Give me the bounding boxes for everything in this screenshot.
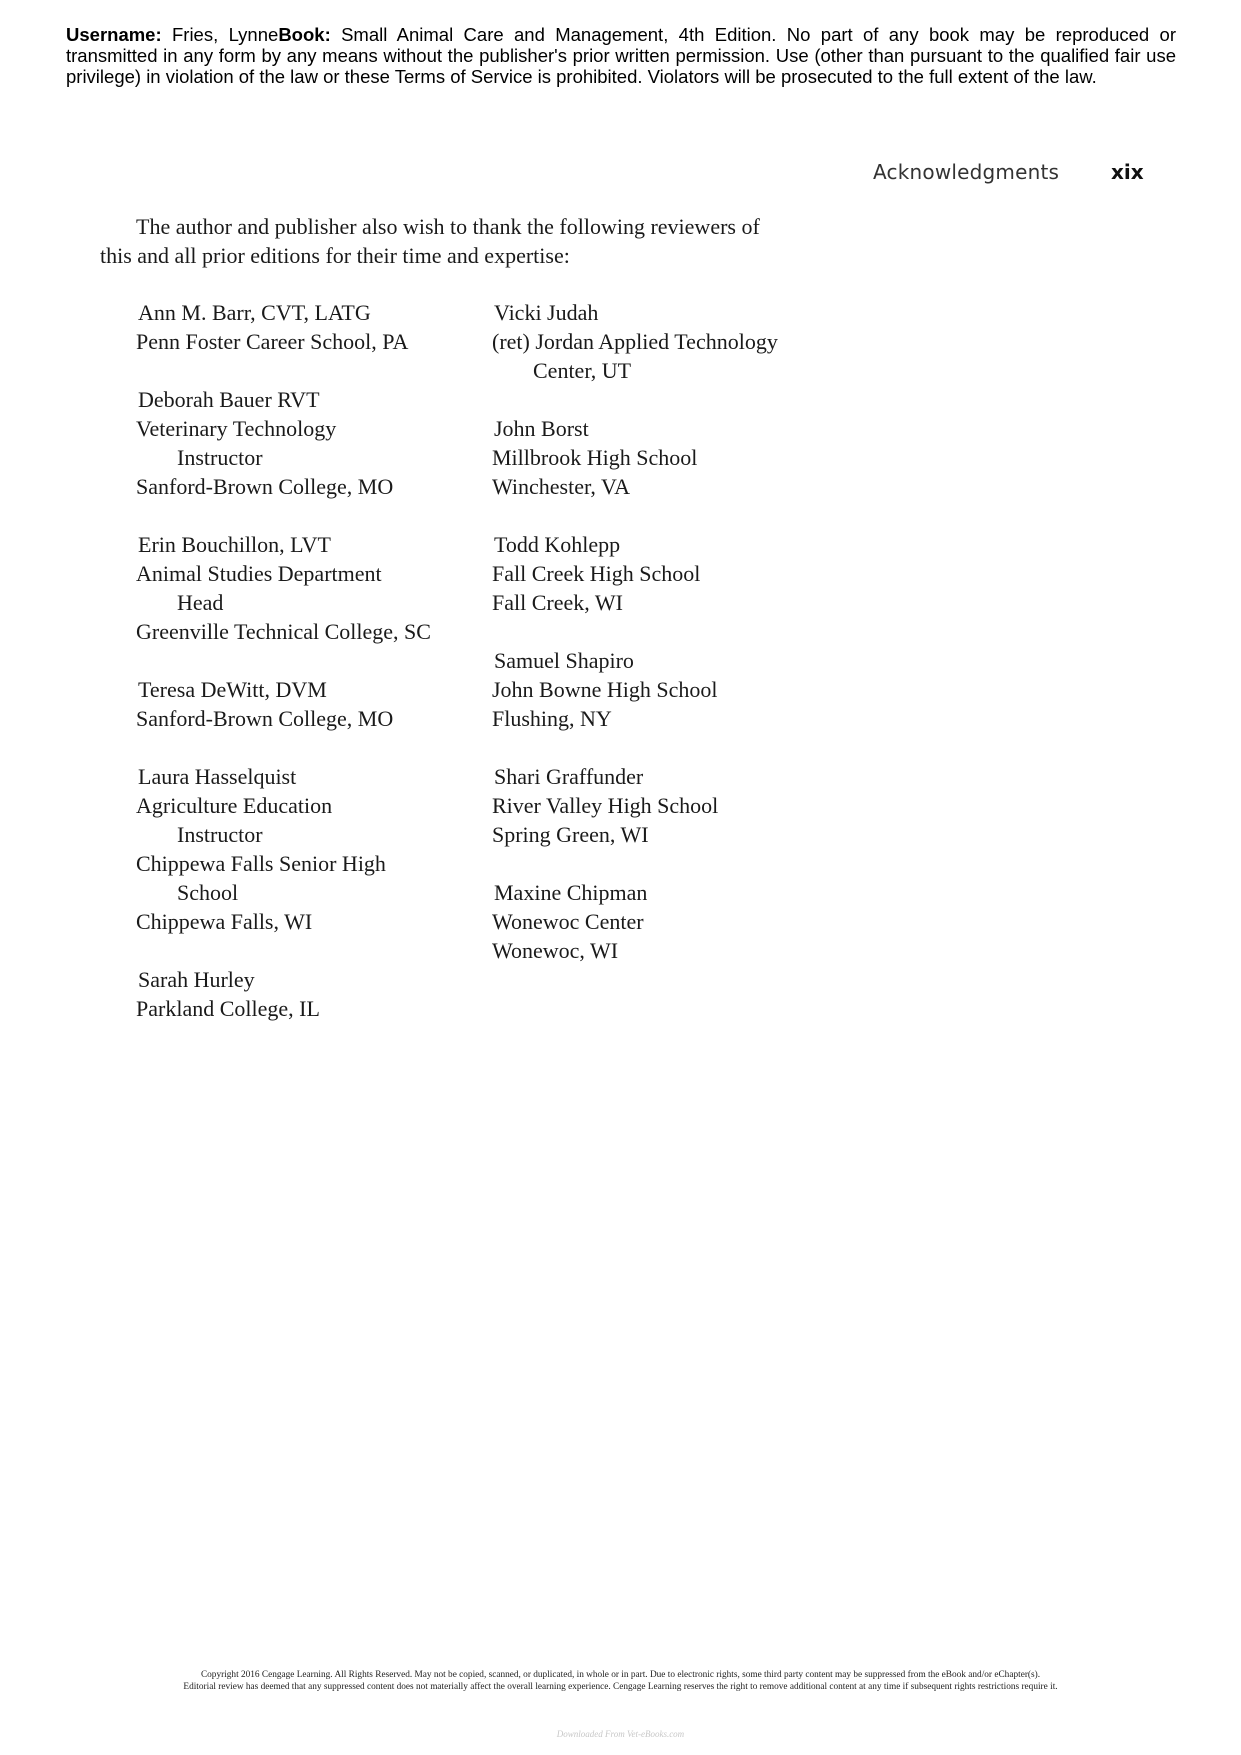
reviewer-affiliation: Sanford-Brown College, MO xyxy=(136,706,394,731)
terms-notice: Small Animal Care and Management, 4th Edition. No part of any book may be reproduced or transmitted in any form by any means without the publisher's prior written permission. Use (other than pursuant to the qualified fair use privilege) in violation of the law or these Terms of Service is prohibited. Violators will be prosecuted to the full extent of the law. xyxy=(66,24,1177,87)
reviewer-entry xyxy=(136,385,496,501)
reviewer-location: Winchester, VA xyxy=(492,474,630,499)
terms-banner xyxy=(66,24,1176,87)
reviewer-name: Deborah Bauer RVT xyxy=(138,387,320,412)
reviewer-location: Flushing, NY xyxy=(492,706,612,731)
reviewer-name: Todd Kohlepp xyxy=(494,532,621,557)
reviewer-title-cont: Instructor xyxy=(177,822,263,847)
reviewer-affiliation: Greenville Technical College, SC xyxy=(136,619,431,644)
reviewer-affiliation-cont: Center, UT xyxy=(533,358,632,383)
reviewer-name: Samuel Shapiro xyxy=(494,648,634,673)
reviewer-name: Laura Hasselquist xyxy=(138,764,297,789)
username-value: Fries, Lynne xyxy=(161,24,279,45)
reviewer-entry xyxy=(492,298,852,385)
reviewer-title: Agriculture Education xyxy=(136,793,333,818)
reviewer-name: Maxine Chipman xyxy=(494,880,648,905)
copyright-line-1: Copyright 2016 Cengage Learning. All Rights Reserved. May not be copied, scanned, or duplicated, in whole or in part. Due to electronic rights, some third party content may be suppressed from the eBook and/or eChapter(s). xyxy=(200,1670,1041,1680)
intro-paragraph xyxy=(100,212,800,270)
reviewer-entry xyxy=(136,675,496,733)
copyright-footer xyxy=(0,1669,1241,1693)
reviewer-entry xyxy=(492,530,852,617)
reviewer-location: Wonewoc, WI xyxy=(492,938,619,963)
reviewer-entry xyxy=(492,762,852,849)
reviewer-title-cont: Head xyxy=(177,590,224,615)
download-watermark: Downloaded From Vet-eBooks.com xyxy=(556,1729,685,1739)
reviewer-title: Veterinary Technology xyxy=(136,416,337,441)
intro-line-2: this and all prior editions for their time and expertise: xyxy=(100,243,570,268)
reviewer-name: Teresa DeWitt, DVM xyxy=(138,677,327,702)
intro-line-1: The author and publisher also wish to thank the following reviewers of xyxy=(136,214,760,239)
copyright-line-2: Editorial review has deemed that any suppressed content does not materially affect the overall learning experience. Cengage Learning reserves the right to remove additional content at any time if subsequent rights restrictions require it. xyxy=(183,1682,1058,1692)
reviewer-affiliation: Wonewoc Center xyxy=(492,909,644,934)
reviewer-entry xyxy=(136,530,496,646)
reviewer-affiliation: Sanford-Brown College, MO xyxy=(136,474,394,499)
reviewer-entry xyxy=(492,414,852,501)
reviewer-entry xyxy=(136,762,496,936)
section-title: Acknowledgments xyxy=(873,160,1060,184)
reviewers-right-column xyxy=(492,298,852,994)
reviewer-affiliation: Fall Creek High School xyxy=(492,561,701,586)
reviewers-left-column xyxy=(136,298,496,1052)
reviewer-affiliation: Penn Foster Career School, PA xyxy=(136,329,409,354)
reviewer-affiliation: (ret) Jordan Applied Technology xyxy=(492,329,778,354)
username-label: Username: xyxy=(66,24,162,45)
page-number: xix xyxy=(1111,160,1144,184)
reviewer-location: Spring Green, WI xyxy=(492,822,649,847)
reviewer-location: Chippewa Falls, WI xyxy=(136,909,313,934)
reviewer-affiliation-cont: School xyxy=(177,880,239,905)
reviewer-name: Sarah Hurley xyxy=(138,967,255,992)
reviewer-title-cont: Instructor xyxy=(177,445,263,470)
reviewer-entry xyxy=(136,298,496,356)
reviewer-affiliation: John Bowne High School xyxy=(492,677,718,702)
reviewer-name: Ann M. Barr, CVT, LATG xyxy=(138,300,371,325)
reviewer-entry xyxy=(136,965,496,1023)
reviewer-name: Erin Bouchillon, LVT xyxy=(138,532,331,557)
reviewer-title: Animal Studies Department xyxy=(136,561,382,586)
running-head xyxy=(0,160,1241,190)
reviewer-location: Fall Creek, WI xyxy=(492,590,623,615)
reviewer-entry xyxy=(492,878,852,965)
reviewer-name: Vicki Judah xyxy=(494,300,599,325)
reviewer-entry xyxy=(492,646,852,733)
reviewer-name: Shari Graffunder xyxy=(494,764,644,789)
reviewer-affiliation: Chippewa Falls Senior High xyxy=(136,851,386,876)
reviewer-affiliation: River Valley High School xyxy=(492,793,719,818)
book-label: Book: xyxy=(278,24,331,45)
reviewer-affiliation: Parkland College, IL xyxy=(136,996,320,1021)
reviewer-name: John Borst xyxy=(494,416,589,441)
reviewer-affiliation: Millbrook High School xyxy=(492,445,698,470)
